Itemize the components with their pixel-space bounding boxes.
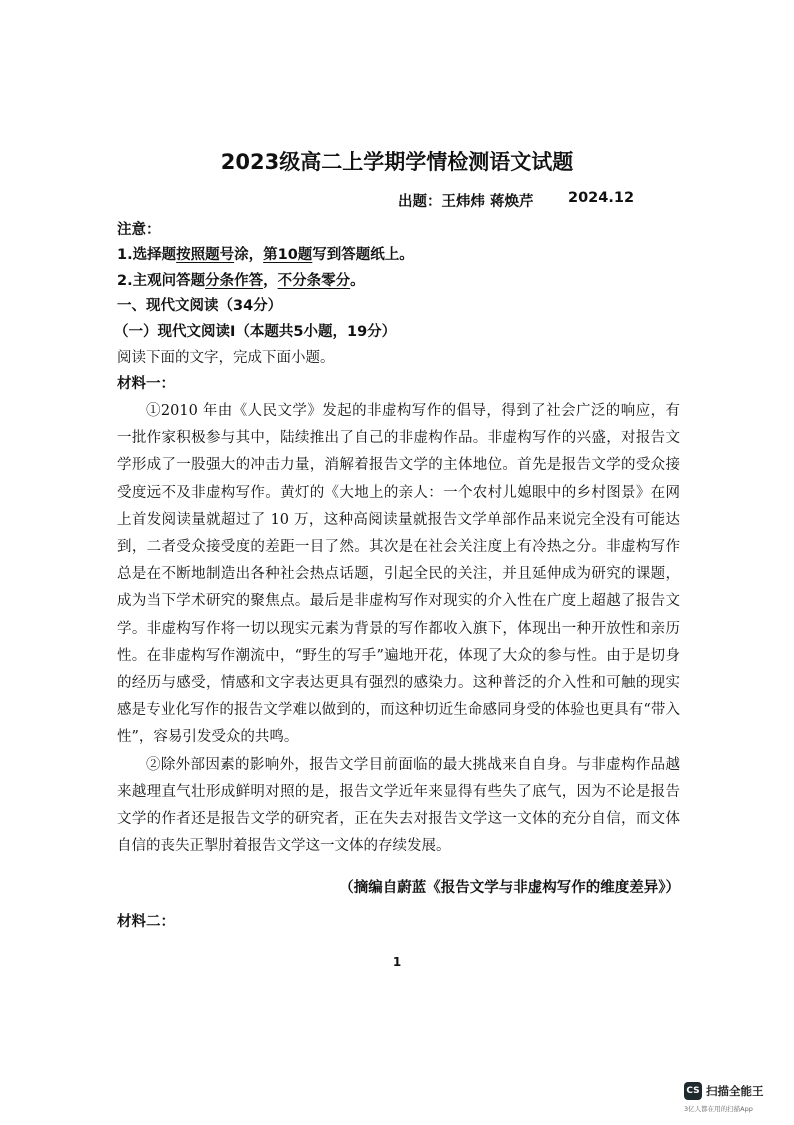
page-number: 1: [392, 955, 402, 969]
notice-line-2: [117, 269, 365, 290]
notice-line-2-part-a: 2.主观问答题: [117, 273, 206, 289]
notice-line-2-part-b: 分条作答: [205, 273, 264, 289]
passage-paragraph-2: ②除外部因素的影响外，报告文学目前面临的最大挑战来自自身。与非虚构作品越来越理直气壮形成鲜明对照的是，报告文学近年来显得有些失了底气，因为不论是报告文学的作者还是报告文学的研究者，正在失去对报告文学这一文体的充分自信，而文体自信的丧失正掣肘着报告文学这一文体的存续发展。: [117, 756, 680, 855]
notice-line-2-part-d: 不分条零分: [277, 273, 351, 289]
notice-line-1-part-c: 涂，: [234, 247, 264, 263]
material-2-label: 材料二：: [117, 914, 175, 930]
passage-paragraph-1: ①2010 年由《人民文学》发起的非虚构写作的倡导，得到了社会广泛的响应，有一批作家积极参与其中，陆续推出了自己的非虚构作品。非虚构写作的兴盛，对报告文学形成了一股强大的冲击力量，消解着报告文学的主体地位。首先是报告文学的受众接受度远不及非虚构写作。黄灯的《大地上的亲人：一个农村儿媳眼中的乡村图景》在网上首发阅读量就超过了 10 万，这种高阅读量就报告文学单部作品来说完全没有可能达到，二者受众接受度的差距一目了然。其次是在社会关注度上有冷热之分。非虚构写作总是在不断地制造出各种社会热点话题，引起全民的关注，并且延伸成为研究的课题，成为当下学术研究的聚焦点。最后是非虚构写作对现实的介入性在广度上超越了报告文学。非虚构写作将一切以现实元素为背景的写作都收入旗下，体现出一种开放性和亲历性。在非虚构写作潮流中，“野生的写手”遍地开花，体现了大众的参与性。由于是切身的经历与感受，情感和文字表达更具有强烈的感染力。这种普泛的介入性和可触的现实感是专业化写作的报告文学难以做到的，而这种切近生命感同身受的体验也更具有“带入性”，容易引发受众的共鸣。: [117, 403, 680, 746]
scanner-logo-icon: CS: [684, 1082, 702, 1100]
notice-line-1-part-e: 写到答题纸上。: [312, 247, 414, 263]
passage: [117, 398, 680, 860]
passage-source: （摘编自蔚蓝《报告文学与非虚构写作的维度差异》）: [339, 879, 680, 896]
notice-line-1: [117, 243, 414, 264]
section-subheading: （一）现代文阅读Ⅰ（本题共5小题，19分）: [114, 324, 397, 340]
notice-heading: 注意：: [117, 222, 161, 238]
notice-line-1-part-b: 按照题号: [176, 247, 235, 263]
material-1-label: 材料一：: [117, 376, 175, 392]
notice-line-1-part-a: 1.选择题: [117, 247, 177, 263]
reading-instruction: 阅读下面的文字，完成下面小题。: [117, 350, 335, 366]
notice-line-2-part-c: ，: [263, 273, 278, 289]
exam-authors: 出题：王炜炜 蒋焕芹: [398, 194, 534, 210]
scanner-tagline: 3亿人都在用的扫描App: [684, 1105, 753, 1113]
exam-title: 2023级高二上学期学情检测语文试题: [220, 150, 574, 174]
notice-line-2-part-e: 。: [350, 273, 365, 289]
notice-line-1-part-d: 第10题: [263, 247, 313, 263]
section-heading: 一、现代文阅读（34分）: [117, 298, 283, 314]
scanner-name: 扫描全能王: [706, 1084, 764, 1098]
exam-date: 2024.12: [568, 190, 635, 206]
